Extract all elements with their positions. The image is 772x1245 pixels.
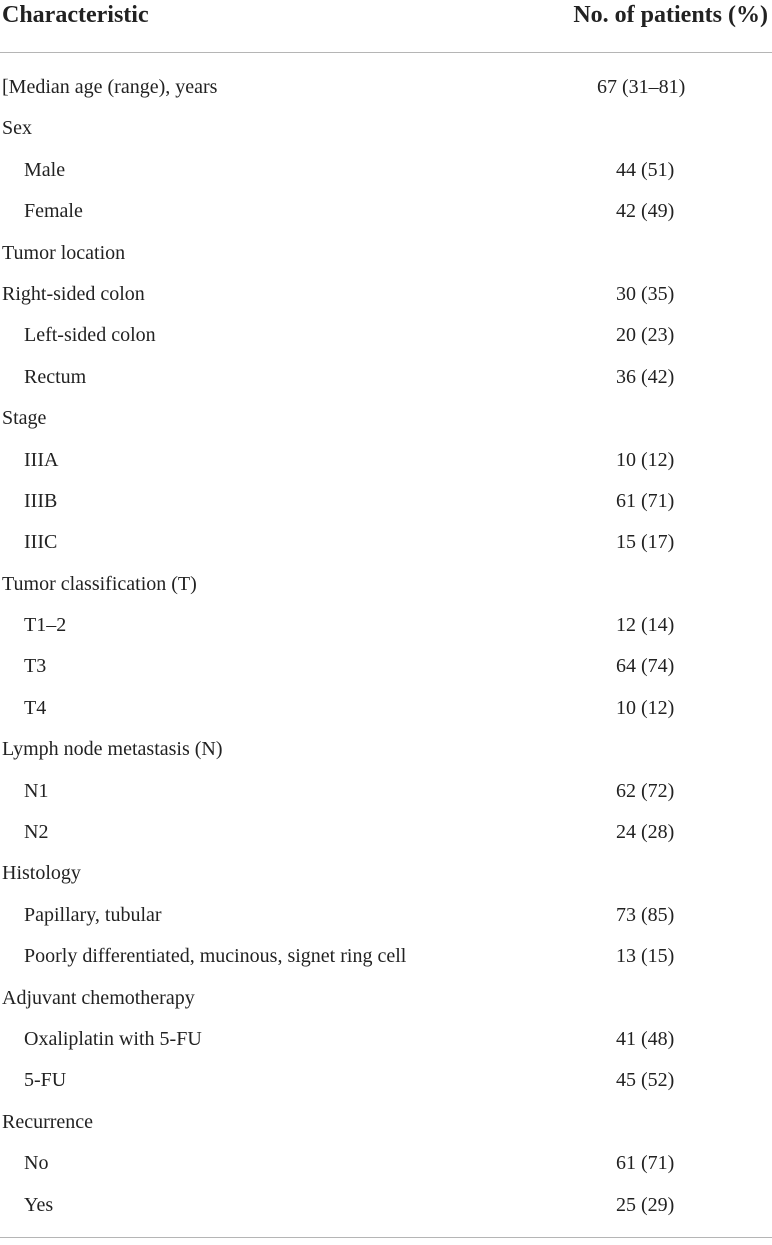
row-value: 13 (15) [616, 945, 675, 968]
table-row [0, 1019, 772, 1060]
row-label: Left-sided colon [24, 324, 156, 347]
row-label: IIIA [24, 448, 59, 471]
row-label: Papillary, tubular [24, 903, 162, 926]
table-row [0, 150, 772, 191]
row-label: Recurrence [2, 1110, 94, 1133]
table-row [0, 729, 772, 770]
header-patients: No. of patients (%) [573, 2, 768, 28]
table-row [0, 67, 772, 108]
table-row [0, 978, 772, 1019]
row-label: Female [24, 200, 83, 223]
row-value: 64 (74) [616, 655, 675, 678]
table-row [0, 564, 772, 605]
row-label: Stage [2, 407, 47, 430]
row-label: Poorly differentiated, mucinous, signet ring cell [24, 945, 407, 968]
row-label: Sex [2, 117, 32, 140]
table-row [0, 1060, 772, 1101]
table-row [0, 646, 772, 687]
table-row [0, 936, 772, 977]
row-value: 45 (52) [616, 1069, 675, 1092]
row-label: Histology [2, 862, 81, 885]
row-label: Tumor classification (T) [2, 572, 197, 595]
table-row [0, 853, 772, 894]
table-row [0, 440, 772, 481]
row-label: 5-FU [24, 1069, 67, 1092]
row-label: Tumor location [2, 241, 126, 264]
table-row [0, 315, 772, 356]
table-row [0, 688, 772, 729]
row-value: 42 (49) [616, 200, 675, 223]
row-label: Lymph node metastasis (N) [2, 738, 223, 761]
table-body [0, 67, 772, 1226]
row-value: 25 (29) [616, 1193, 675, 1216]
table-row [0, 1185, 772, 1226]
table-row [0, 398, 772, 439]
table-row [0, 191, 772, 232]
table-row [0, 357, 772, 398]
row-value: 44 (51) [616, 158, 675, 181]
row-label: Right-sided colon [2, 282, 145, 305]
table-row [0, 771, 772, 812]
row-label: T1–2 [24, 614, 67, 637]
table-row [0, 274, 772, 315]
row-label: N2 [24, 821, 49, 844]
table-row [0, 1143, 772, 1184]
table-row [0, 481, 772, 522]
row-label: IIIC [24, 531, 58, 554]
row-label: T3 [24, 655, 47, 678]
row-label: Adjuvant chemotherapy [2, 986, 195, 1009]
header-characteristic: Characteristic [2, 2, 149, 28]
row-label: Oxaliplatin with 5-FU [24, 1027, 202, 1050]
table-row [0, 233, 772, 274]
table-row [0, 812, 772, 853]
row-label: IIIB [24, 489, 58, 512]
header-rule [0, 52, 772, 53]
table-row [0, 108, 772, 149]
bottom-rule [0, 1237, 772, 1238]
table-row [0, 895, 772, 936]
row-label: N1 [24, 779, 49, 802]
row-value: 30 (35) [616, 282, 675, 305]
row-label: Yes [24, 1193, 54, 1216]
row-label: Rectum [24, 365, 87, 388]
row-value: 20 (23) [616, 324, 675, 347]
row-value: 15 (17) [616, 531, 675, 554]
row-value: 61 (71) [616, 1152, 675, 1175]
row-value: 10 (12) [616, 448, 675, 471]
table-row [0, 522, 772, 563]
row-value: 67 (31–81) [597, 76, 686, 98]
row-label: [Median age (range), years [2, 76, 218, 98]
row-label: Male [24, 158, 66, 181]
table-row [0, 605, 772, 646]
row-value: 36 (42) [616, 365, 675, 388]
row-value: 10 (12) [616, 696, 675, 719]
row-value: 73 (85) [616, 903, 675, 926]
row-value: 62 (72) [616, 779, 675, 802]
row-label: No [24, 1152, 49, 1175]
table-row [0, 1102, 772, 1143]
row-value: 24 (28) [616, 821, 675, 844]
row-value: 61 (71) [616, 489, 675, 512]
row-label: T4 [24, 696, 47, 719]
table-header [0, 0, 772, 52]
row-value: 41 (48) [616, 1027, 675, 1050]
row-value: 12 (14) [616, 614, 675, 637]
